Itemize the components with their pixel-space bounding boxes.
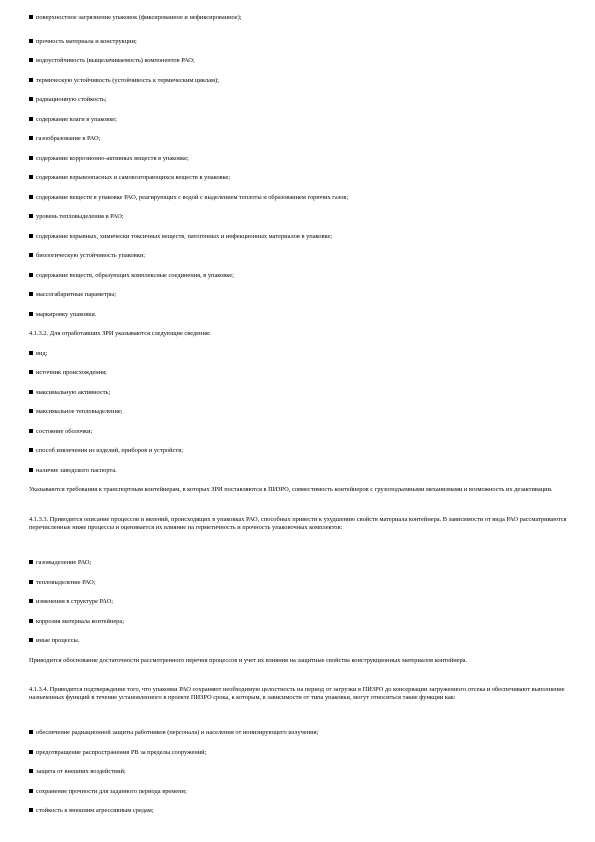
list-item: содержание коррозионно-активных веществ в упаковке; — [29, 155, 569, 163]
list-item: водоустойчивость (выщелачиваемость) компонентов РАО; — [29, 57, 569, 65]
bullet-icon — [29, 750, 33, 754]
list-item: прочность материала и конструкции; — [29, 38, 569, 46]
list-item: способ извлечения из изделий, приборов и устройств; — [29, 447, 569, 455]
list-item: предотвращение распространения РВ за пределы сооружений; — [29, 749, 569, 757]
list-item: коррозия материала контейнера; — [29, 618, 569, 626]
bullet-icon — [29, 312, 33, 316]
bullet-icon — [29, 175, 33, 179]
bullet-icon — [29, 769, 33, 773]
bullet-icon — [29, 136, 33, 140]
list-item: максимальную активность; — [29, 389, 569, 397]
list-item: сохранение прочности для заданного периода времени; — [29, 788, 569, 796]
bullet-icon — [29, 390, 33, 394]
bullet-icon — [29, 580, 33, 584]
paragraph: 4.1.3.4. Приводится подтверждение того, что упаковки РАО сохраняют необходимую целостность на период от загрузки в ПИЗРО до консервации загруженного отсека и обеспечивают выполнение назначенных функций в течение установленного в проекте ПИЗРО срока, к которым, в зависимости от типа упаковки, могут относиться такие функции как: — [29, 686, 565, 702]
paragraph: 4.1.3.2. Для отработавших ЗРИ указываются следующие сведения: — [29, 330, 211, 337]
list-item: состояние оболочки; — [29, 428, 569, 436]
bullet-icon — [29, 97, 33, 101]
bullet-icon — [29, 638, 33, 642]
bullet-icon — [29, 429, 33, 433]
list-item: содержание взрывоопасных и самовозгорающихся веществ в упаковке; — [29, 174, 569, 182]
bullet-icon — [29, 39, 33, 43]
bullet-icon — [29, 234, 33, 238]
paragraph: Указываются требования к транспортным контейнерам, в которых ЗРИ поставляются в ПИЗРО, совместимость контейнеров с грузоподъемными механизмами и возможность их дезактивации. — [29, 486, 553, 493]
bullet-icon — [29, 156, 33, 160]
list-item: радиационную стойкость; — [29, 96, 569, 104]
list-item: уровень тепловыделения в РАО; — [29, 213, 569, 221]
bullet-icon — [29, 273, 33, 277]
paragraph: 4.1.3.3. Приводится описание процессов и явлений, происходящих в упаковках РАО, способных привести к ухудшению свойств материала контейнера. В зависимости от вида РАО рассматриваются перечисленные ниже процессы и оценивается их влияние на герметичность и прочность упаковочных комплектов: — [29, 516, 567, 532]
bullet-icon — [29, 370, 33, 374]
bullet-icon — [29, 409, 33, 413]
bullet-icon — [29, 253, 33, 257]
bullet-icon — [29, 214, 33, 218]
bullet-icon — [29, 619, 33, 623]
list-item: биологическую устойчивость упаковки; — [29, 252, 569, 260]
list-item: защита от внешних воздействий; — [29, 768, 569, 776]
bullet-icon — [29, 15, 33, 19]
list-item: тепловыделение РАО; — [29, 579, 569, 587]
bullet-icon — [29, 195, 33, 199]
list-item: обеспечение радиационной защиты работников (персонала) и населения от ионизирующего излучения; — [29, 729, 569, 737]
bullet-icon — [29, 560, 33, 564]
paragraph: Приводится обоснование достаточности рассмотренного перечня процессов и учет их влияния на защитные свойства конструкционных материалов контейнера. — [29, 657, 468, 664]
bullet-icon — [29, 78, 33, 82]
bullet-icon — [29, 351, 33, 355]
bullet-icon — [29, 117, 33, 121]
list-item: наличие заводского паспорта. — [29, 467, 569, 475]
list-item: маркировку упаковки. — [29, 311, 569, 319]
list-item: термическую устойчивость (устойчивость к термическим циклам); — [29, 77, 569, 85]
list-item: поверхностное загрязнение упаковок (фиксированное и нефиксированное); — [29, 14, 569, 22]
list-item: газообразование в РАО; — [29, 135, 569, 143]
list-item: стойкость к внешним агрессивным средам; — [29, 807, 569, 815]
list-item: вид; — [29, 350, 569, 358]
list-item: газовыделение РАО; — [29, 559, 569, 567]
list-item: содержание влаги в упаковке; — [29, 116, 569, 124]
bullet-icon — [29, 730, 33, 734]
list-item: максимальное тепловыделение; — [29, 408, 569, 416]
list-item: изменения в структуре РАО; — [29, 598, 569, 606]
bullet-icon — [29, 808, 33, 812]
list-item: источник происхождения; — [29, 369, 569, 377]
list-item: содержание веществ в упаковке РАО, реагирующих с водой с выделением теплоты и образованием горючих газов; — [29, 194, 569, 202]
bullet-icon — [29, 292, 33, 296]
bullet-icon — [29, 789, 33, 793]
bullet-icon — [29, 58, 33, 62]
list-item: содержание веществ, образующих комплексные соединения, в упаковке; — [29, 272, 569, 280]
bullet-icon — [29, 599, 33, 603]
list-item: содержание взрывных, химически токсичных веществ, патогенных и инфекционных материалов в упаковке; — [29, 233, 569, 241]
list-item: иные процессы. — [29, 637, 569, 645]
bullet-icon — [29, 448, 33, 452]
list-item: массогабаритные параметры; — [29, 291, 569, 299]
bullet-icon — [29, 468, 33, 472]
